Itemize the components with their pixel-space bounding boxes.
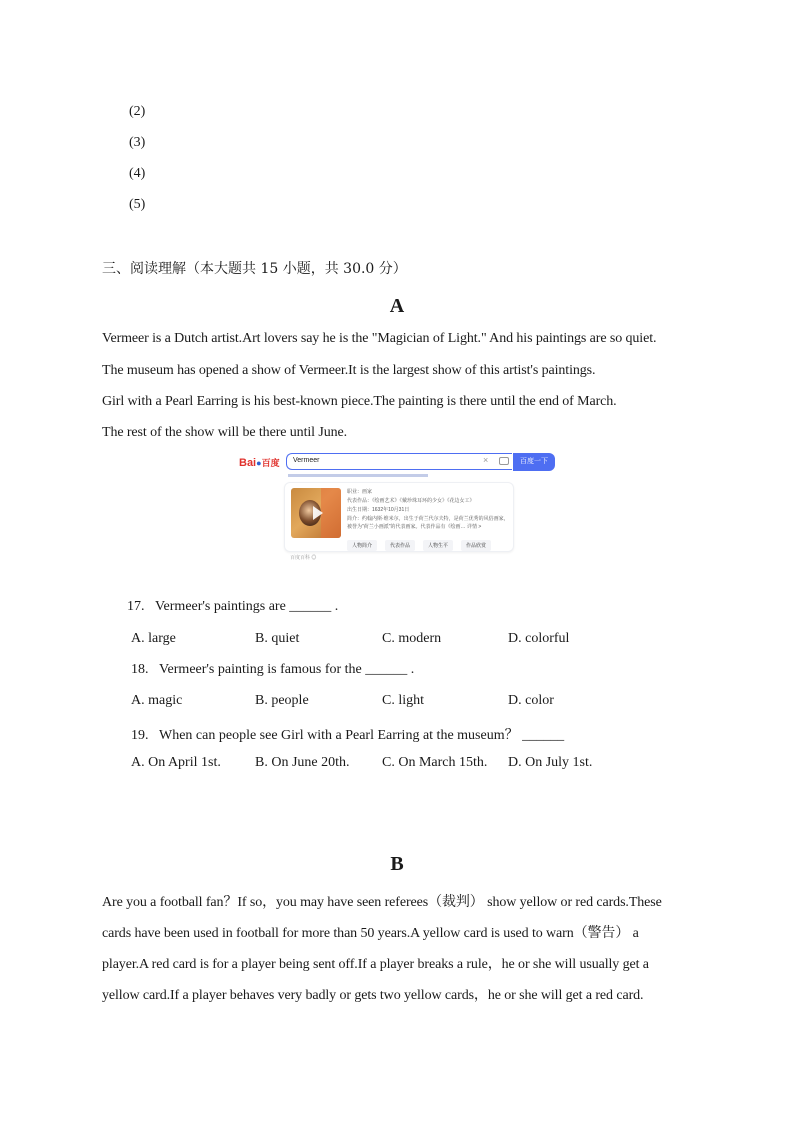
play-icon (313, 506, 323, 520)
option-19-a: A. On April 1st. (131, 755, 221, 770)
passage-b-line: cards have been used in football for more than 50 years.A yellow card is used to warn（警告） a (102, 926, 639, 941)
passage-b-line: yellow card.If a player behaves very badly or gets two yellow cards，he or she will get a red card. (102, 988, 644, 1003)
search-input[interactable] (286, 453, 512, 470)
passage-b-title: B (390, 853, 404, 875)
question-text: When can people see Girl with a Pearl Earring at the museum？ ______ (159, 728, 565, 743)
option-19-c: C. On March 15th. (382, 755, 488, 770)
question-number: 17. (127, 599, 145, 614)
card-tabs (347, 534, 495, 552)
camera-icon[interactable] (499, 457, 509, 465)
tab-gallery[interactable]: 作品欣赏 (461, 540, 491, 551)
close-icon[interactable]: × (483, 455, 489, 465)
option-17-c: C. modern (382, 631, 442, 646)
item-5: (5) (129, 197, 146, 212)
source-label: 百度百科 ◎ (290, 555, 317, 561)
passage-a-paragraph: The museum has opened a show of Vermeer.It is the largest show of this artist's paintings. (102, 363, 596, 378)
question-19 (131, 724, 564, 744)
option-18-b: B. people (255, 693, 309, 708)
card-line: 简介：约翰内斯·维米尔，出生于荷兰代尔夫特，是荷兰优秀的风俗画家， (347, 516, 509, 522)
option-18-a: A. magic (131, 693, 183, 708)
tab-works[interactable]: 代表作品 (385, 540, 415, 551)
knowledge-card (284, 482, 514, 552)
option-17-a: A. large (131, 631, 176, 646)
option-18-c: C. light (382, 693, 425, 708)
option-19-d: D. On July 1st. (508, 755, 593, 770)
item-2: (2) (129, 104, 146, 119)
tab-life[interactable]: 人物生平 (423, 540, 453, 551)
baidu-logo: Bai●百度 (239, 457, 280, 469)
question-text: Vermeer's painting is famous for the ______ . (159, 662, 415, 677)
option-17-b: B. quiet (255, 631, 300, 646)
painting-thumbnail[interactable] (291, 488, 341, 538)
passage-a-title: A (389, 295, 405, 317)
question-text: Vermeer's paintings are ______ . (155, 599, 339, 614)
item-4: (4) (129, 166, 146, 181)
option-18-d: D. color (508, 693, 554, 708)
search-value: Vermeer (293, 457, 320, 464)
card-line: 代表作品：《绘画艺术》《戴珍珠耳环的少女》《花边女工》 (347, 498, 475, 504)
passage-a-paragraph: The rest of the show will be there until June. (102, 425, 348, 440)
question-18 (131, 662, 414, 678)
passage-a-paragraph: Girl with a Pearl Earring is his best-known piece.The painting is there until the end of March. (102, 394, 617, 409)
card-line: 职业：画家 (347, 489, 373, 495)
section-heading: 三、阅读理解（本大题共 15 小题，共 30.0 分） (102, 261, 407, 277)
passage-b-line: player.A red card is for a player being sent off.If a player breaks a rule，he or she will usually get a (102, 957, 649, 972)
question-number: 18. (131, 662, 149, 677)
search-button[interactable]: 百度一下 (513, 453, 555, 471)
paw-icon: ● (256, 458, 262, 468)
tab-profile[interactable]: 人物简介 (347, 540, 377, 551)
question-17 (127, 599, 338, 615)
option-17-d: D. colorful (508, 631, 570, 646)
passage-b-line: Are you a football fan？If so，you may have seen referees（裁判） show yellow or red cards.These (102, 895, 662, 910)
passage-a-paragraph: Vermeer is a Dutch artist.Art lovers say he is the "Magician of Light." And his paintings are so quiet. (102, 331, 657, 346)
option-19-b: B. On June 20th. (255, 755, 350, 770)
baidu-search-screenshot (236, 450, 558, 562)
card-line: 被誉为"荷兰小画派"的代表画家。代表作品有《绘画… 详情 > (347, 524, 482, 530)
question-number: 19. (131, 728, 149, 743)
card-line: 出生日期：1632年10月31日 (347, 507, 410, 513)
result-title-link[interactable] (288, 474, 428, 477)
item-3: (3) (129, 135, 146, 150)
